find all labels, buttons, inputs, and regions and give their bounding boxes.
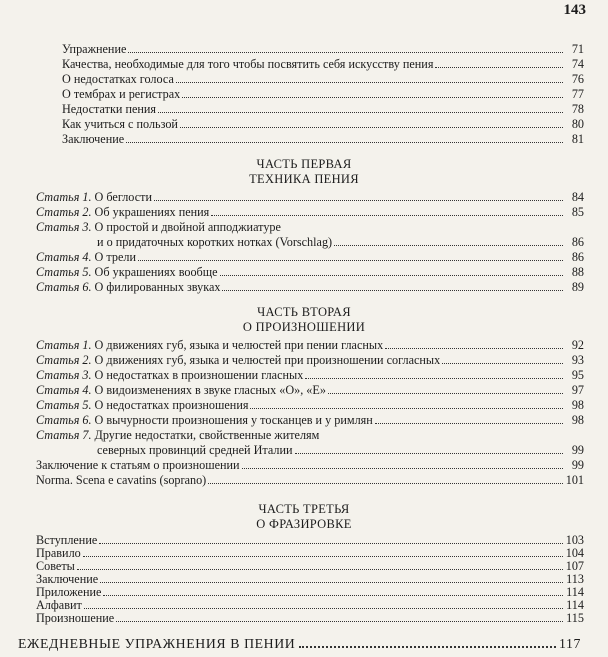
dot-leader: [250, 408, 563, 409]
dot-leader: [176, 82, 563, 83]
toc-entry-page: 104: [565, 546, 584, 560]
toc-entry-text: Советы: [36, 559, 75, 573]
dot-leader: [126, 142, 563, 143]
toc-entry: [36, 534, 584, 547]
dot-leader: [211, 215, 563, 216]
dot-leader: [222, 290, 563, 291]
toc-entry-text: О недостатках произношения: [94, 398, 249, 412]
dot-leader: [242, 468, 563, 469]
toc-entry: [62, 118, 584, 131]
toc-entry-page: 95: [571, 368, 584, 382]
page-number: 143: [563, 2, 586, 18]
toc-entry: [36, 599, 584, 612]
toc-entry: [36, 547, 584, 560]
toc-entry: [36, 414, 584, 427]
toc-entry-text: О недостатках в произношении гласных: [94, 368, 304, 382]
toc-entry-text: северных провинций средней Италии: [97, 443, 293, 457]
toc-entry: [36, 221, 281, 234]
article-label: Статья 1.: [36, 338, 92, 352]
article-label: Статья 6.: [36, 413, 92, 427]
toc-entry-page: 97: [571, 383, 584, 397]
toc-entry: [62, 133, 584, 146]
toc-entry-page: 113: [566, 572, 584, 586]
toc-entry: [36, 206, 584, 219]
toc-entry-text: Недостатки пения: [62, 102, 157, 116]
toc-entry: [36, 429, 319, 442]
toc-entry-text: Качества, необходимые для того чтобы посвятить себя искусству пения: [62, 57, 434, 71]
toc-entry-page: 114: [566, 598, 584, 612]
dot-leader: [299, 646, 556, 648]
section-heading: ЧАСТЬ ВТОРАЯ: [257, 305, 351, 319]
toc-entry-page: 86: [571, 250, 584, 264]
dot-leader: [208, 483, 563, 484]
article-label: Статья 4.: [36, 250, 92, 264]
toc-entry-page: 85: [571, 205, 584, 219]
toc-entry: [36, 459, 584, 472]
toc-entry-text: О вычурности произношения у тосканцев и у римлян: [94, 413, 373, 427]
toc-entry-page: 71: [571, 42, 584, 56]
dot-leader: [100, 582, 563, 583]
toc-entry: [36, 612, 584, 625]
toc-entry-text: Правило: [36, 546, 81, 560]
toc-entry: [36, 369, 584, 382]
article-label: Статья 2.: [36, 205, 92, 219]
article-label: Статья 1.: [36, 190, 92, 204]
toc-entry-page: 88: [571, 265, 584, 279]
toc-entry-page: 99: [571, 443, 584, 457]
toc-entry-text: Произношение: [36, 611, 115, 625]
dot-leader: [84, 608, 563, 609]
toc-entry-text: Упражнение: [62, 42, 127, 56]
dot-leader: [77, 569, 563, 570]
toc-entry: [36, 586, 584, 599]
toc-entry-page: 81: [571, 132, 584, 146]
toc-entry-text: О трели: [94, 250, 136, 264]
toc-entry: [36, 191, 584, 204]
dot-leader: [180, 127, 563, 128]
toc-entry-page: 74: [571, 57, 584, 71]
dot-leader: [295, 453, 563, 454]
toc-entry: [36, 573, 584, 586]
toc-entry-page: 107: [565, 559, 584, 573]
toc-entry-page: 115: [566, 611, 584, 625]
article-label: Статья 7.: [36, 428, 92, 442]
toc-entry-page: 99: [571, 458, 584, 472]
dot-leader: [128, 52, 563, 53]
toc-entry: [36, 384, 584, 397]
toc-entry: [62, 73, 584, 86]
toc-entry-page: 80: [571, 117, 584, 131]
dot-leader: [103, 595, 563, 596]
toc-entry: [62, 43, 584, 56]
dot-leader: [385, 348, 563, 349]
dot-leader: [435, 67, 563, 68]
section-subheading: О ФРАЗИРОВКЕ: [256, 517, 352, 531]
toc-entry: [36, 251, 584, 264]
dot-leader: [220, 275, 563, 276]
toc-entry-page: 103: [565, 533, 584, 547]
section-subheading: О ПРОИЗНОШЕНИИ: [242, 320, 366, 334]
toc-entry-text: Заключение: [36, 572, 99, 586]
toc-entry: [36, 474, 584, 487]
toc-entry-text: Заключение: [62, 132, 125, 146]
toc-entry-text: О недостатках голоса: [62, 72, 174, 86]
toc-entry: [36, 281, 584, 294]
toc-entry-text: Norma. Scena e cavatins (soprano): [36, 473, 207, 487]
toc-entry-text: Алфавит: [36, 598, 82, 612]
dot-leader: [138, 260, 563, 261]
toc-entry-page: 86: [571, 235, 584, 249]
toc-entry-text: О тембрах и регистрах: [62, 87, 181, 101]
dot-leader: [305, 378, 563, 379]
toc-entry-page: 76: [571, 72, 584, 86]
article-label: Статья 5.: [36, 265, 92, 279]
toc-entry-text: ЕЖЕДНЕВНЫЕ УПРАЖНЕНИЯ В ПЕНИИ: [18, 636, 296, 651]
toc-entry-text: Вступление: [36, 533, 98, 547]
article-label: Статья 2.: [36, 353, 92, 367]
dot-leader: [442, 363, 563, 364]
toc-entry-page: 98: [571, 413, 584, 427]
toc-entry-text: О простой и двойной апподжиатуре: [94, 220, 281, 234]
toc-entry-text: О движениях губ, языка и челюстей при произношении согласных: [94, 353, 441, 367]
toc-entry-page: 98: [571, 398, 584, 412]
toc-final-entry: [18, 636, 581, 652]
toc-entry-text: Как учиться с пользой: [62, 117, 178, 131]
dot-leader: [158, 112, 563, 113]
toc-entry-text: Другие недостатки, свойственные жителям: [94, 428, 320, 442]
dot-leader: [116, 621, 563, 622]
toc-entry-text: Заключение к статьям о произношении: [36, 458, 240, 472]
toc-entry: [36, 399, 584, 412]
toc-entry-page: 78: [571, 102, 584, 116]
toc-entry-page: 101: [565, 473, 584, 487]
dot-leader: [154, 200, 563, 201]
section-heading: ЧАСТЬ ТРЕТЬЯ: [258, 502, 350, 516]
dot-leader: [182, 97, 563, 98]
dot-leader: [99, 543, 563, 544]
toc-entry-page: 84: [571, 190, 584, 204]
section-heading: ЧАСТЬ ПЕРВАЯ: [256, 157, 352, 171]
article-label: Статья 4.: [36, 383, 92, 397]
toc-entry-page: 89: [571, 280, 584, 294]
article-label: Статья 5.: [36, 398, 92, 412]
toc-entry: [62, 58, 584, 71]
toc-entry-text: и о придаточных коротких нотках (Vorschlag): [97, 235, 333, 249]
toc-entry-text: Об украшениях пения: [94, 205, 210, 219]
toc-entry-page: 114: [566, 585, 584, 599]
toc-entry-text: Об украшениях вообще: [94, 265, 218, 279]
toc-entry-text: О беглости: [94, 190, 152, 204]
toc-entry-page: 77: [571, 87, 584, 101]
toc-entry: [62, 88, 584, 101]
article-label: Статья 3.: [36, 368, 92, 382]
toc-entry: [97, 236, 584, 249]
toc-entry-page: 92: [571, 338, 584, 352]
dot-leader: [375, 423, 563, 424]
article-label: Статья 6.: [36, 280, 92, 294]
toc-entry-text: О движениях губ, языка и челюстей при пении гласных: [94, 338, 384, 352]
dot-leader: [83, 556, 563, 557]
section-subheading: ТЕХНИКА ПЕНИЯ: [249, 172, 359, 186]
toc-entry: [36, 266, 584, 279]
dot-leader: [334, 245, 563, 246]
article-label: Статья 3.: [36, 220, 92, 234]
toc-entry: [97, 444, 584, 457]
toc-entry: [36, 339, 584, 352]
toc-entry: [62, 103, 584, 116]
dot-leader: [328, 393, 563, 394]
toc-entry: [36, 354, 584, 367]
toc-entry-text: О филированных звуках: [94, 280, 221, 294]
toc-entry-page: 93: [571, 353, 584, 367]
toc-entry: [36, 560, 584, 573]
toc-entry-text: О видоизменениях в звуке гласных «О», «Е»: [94, 383, 326, 397]
toc-entry-text: Приложение: [36, 585, 102, 599]
toc-entry-page: 117: [559, 636, 581, 651]
